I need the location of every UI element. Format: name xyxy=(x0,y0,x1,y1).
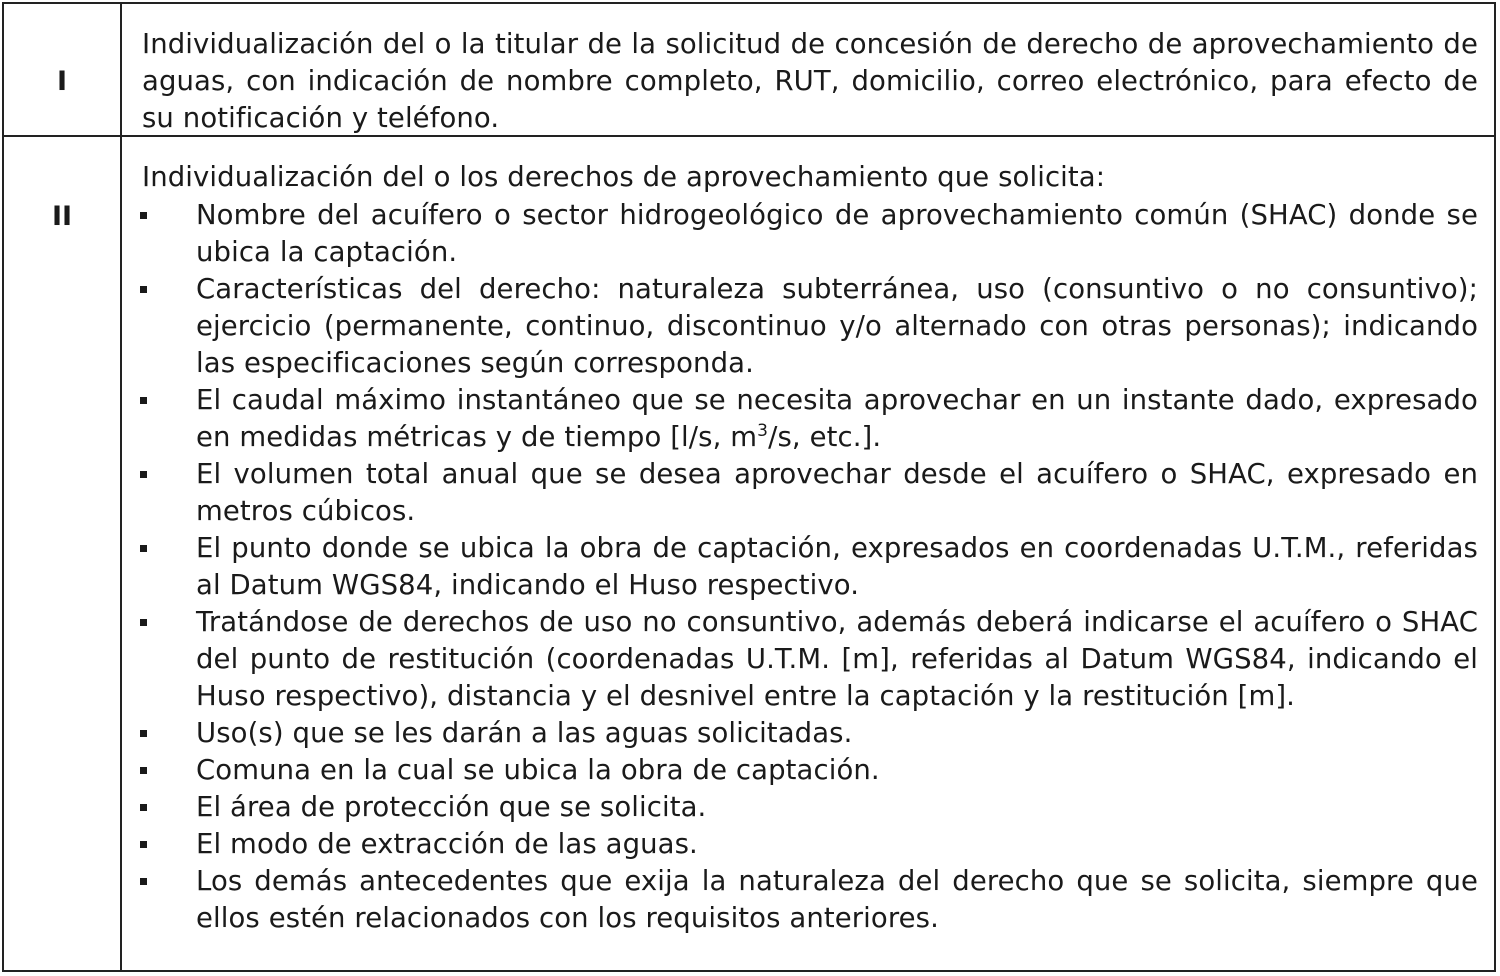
superscript-exponent: 3 xyxy=(757,421,769,441)
list-item-text: Nombre del acuífero o sector hidrogeológico de aprovechamiento común (SHAC) donde se ubica la captación. xyxy=(196,199,1478,268)
list-item-text-after: /s, etc.]. xyxy=(768,421,882,453)
list-item-text: Los demás antecedentes que exija la naturaleza del derecho que se solicita, siempre que ellos estén relacionados con los requisitos anteriores. xyxy=(196,865,1478,934)
list-item-text: El punto donde se ubica la obra de captación, expresados en coordenadas U.T.M., referidas al Datum WGS84, indicando el Huso respectivo. xyxy=(196,532,1478,601)
row-description: Individualización del o la titular de la solicitud de concesión de derecho de aprovechamiento de aguas, con indicación de nombre completo, RUT, domicilio, correo electrónico, para efecto de su notificación y teléfono. xyxy=(142,28,1478,134)
list-item xyxy=(122,604,1478,715)
list-item-text-before: El caudal máximo instantáneo que se necesita aprovechar en un instante dado, expresado en medidas métricas y de tiempo [l/s, m xyxy=(196,384,1478,453)
list-item xyxy=(122,826,1478,863)
list-item xyxy=(122,197,1478,271)
square-bullet-icon xyxy=(140,471,147,478)
row-number-cell xyxy=(4,137,122,970)
list-item-text: Características del derecho: naturaleza subterránea, uso (consuntivo o no consuntivo); ejercicio (permanente, continuo, discontinuo y/o alternado con otras personas); indicando las especificaciones según corresponda. xyxy=(196,273,1478,379)
row-number: II xyxy=(51,201,73,232)
list-item xyxy=(122,789,1478,826)
square-bullet-icon xyxy=(140,619,147,626)
list-item xyxy=(122,715,1478,752)
row-number-cell xyxy=(4,4,122,135)
list-item xyxy=(122,530,1478,604)
table-row xyxy=(4,4,1494,137)
square-bullet-icon xyxy=(140,878,147,885)
row-intro: Individualización del o los derechos de aprovechamiento que solicita: xyxy=(142,161,1106,193)
square-bullet-icon xyxy=(140,397,147,404)
table-row xyxy=(4,137,1494,970)
list-item-text: El modo de extracción de las aguas. xyxy=(196,828,698,860)
square-bullet-icon xyxy=(140,212,147,219)
list-item xyxy=(122,456,1478,530)
list-item xyxy=(122,863,1478,937)
list-item-text: Tratándose de derechos de uso no consuntivo, además deberá indicarse el acuífero o SHAC del punto de restitución (coordenadas U.T.M. [m], referidas al Datum WGS84, indicando el Huso respectivo), distancia y el desnivel entre la captación y la restitución [m]. xyxy=(196,606,1478,712)
square-bullet-icon xyxy=(140,767,147,774)
requirements-table xyxy=(2,2,1496,972)
list-item-text: Uso(s) que se les darán a las aguas solicitadas. xyxy=(196,717,853,749)
list-item-text: El área de protección que se solicita. xyxy=(196,791,707,823)
square-bullet-icon xyxy=(140,804,147,811)
row-content-cell xyxy=(122,137,1494,970)
list-item xyxy=(122,271,1478,382)
list-item-text: El volumen total anual que se desea aprovechar desde el acuífero o SHAC, expresado en metros cúbicos. xyxy=(196,458,1478,527)
square-bullet-icon xyxy=(140,841,147,848)
row-content-cell xyxy=(122,4,1494,135)
requirements-list xyxy=(122,197,1478,937)
square-bullet-icon xyxy=(140,730,147,737)
square-bullet-icon xyxy=(140,545,147,552)
list-item xyxy=(122,752,1478,789)
list-item xyxy=(122,382,1478,456)
row-number: I xyxy=(56,66,68,97)
square-bullet-icon xyxy=(140,286,147,293)
list-item-text: Comuna en la cual se ubica la obra de captación. xyxy=(196,754,880,786)
